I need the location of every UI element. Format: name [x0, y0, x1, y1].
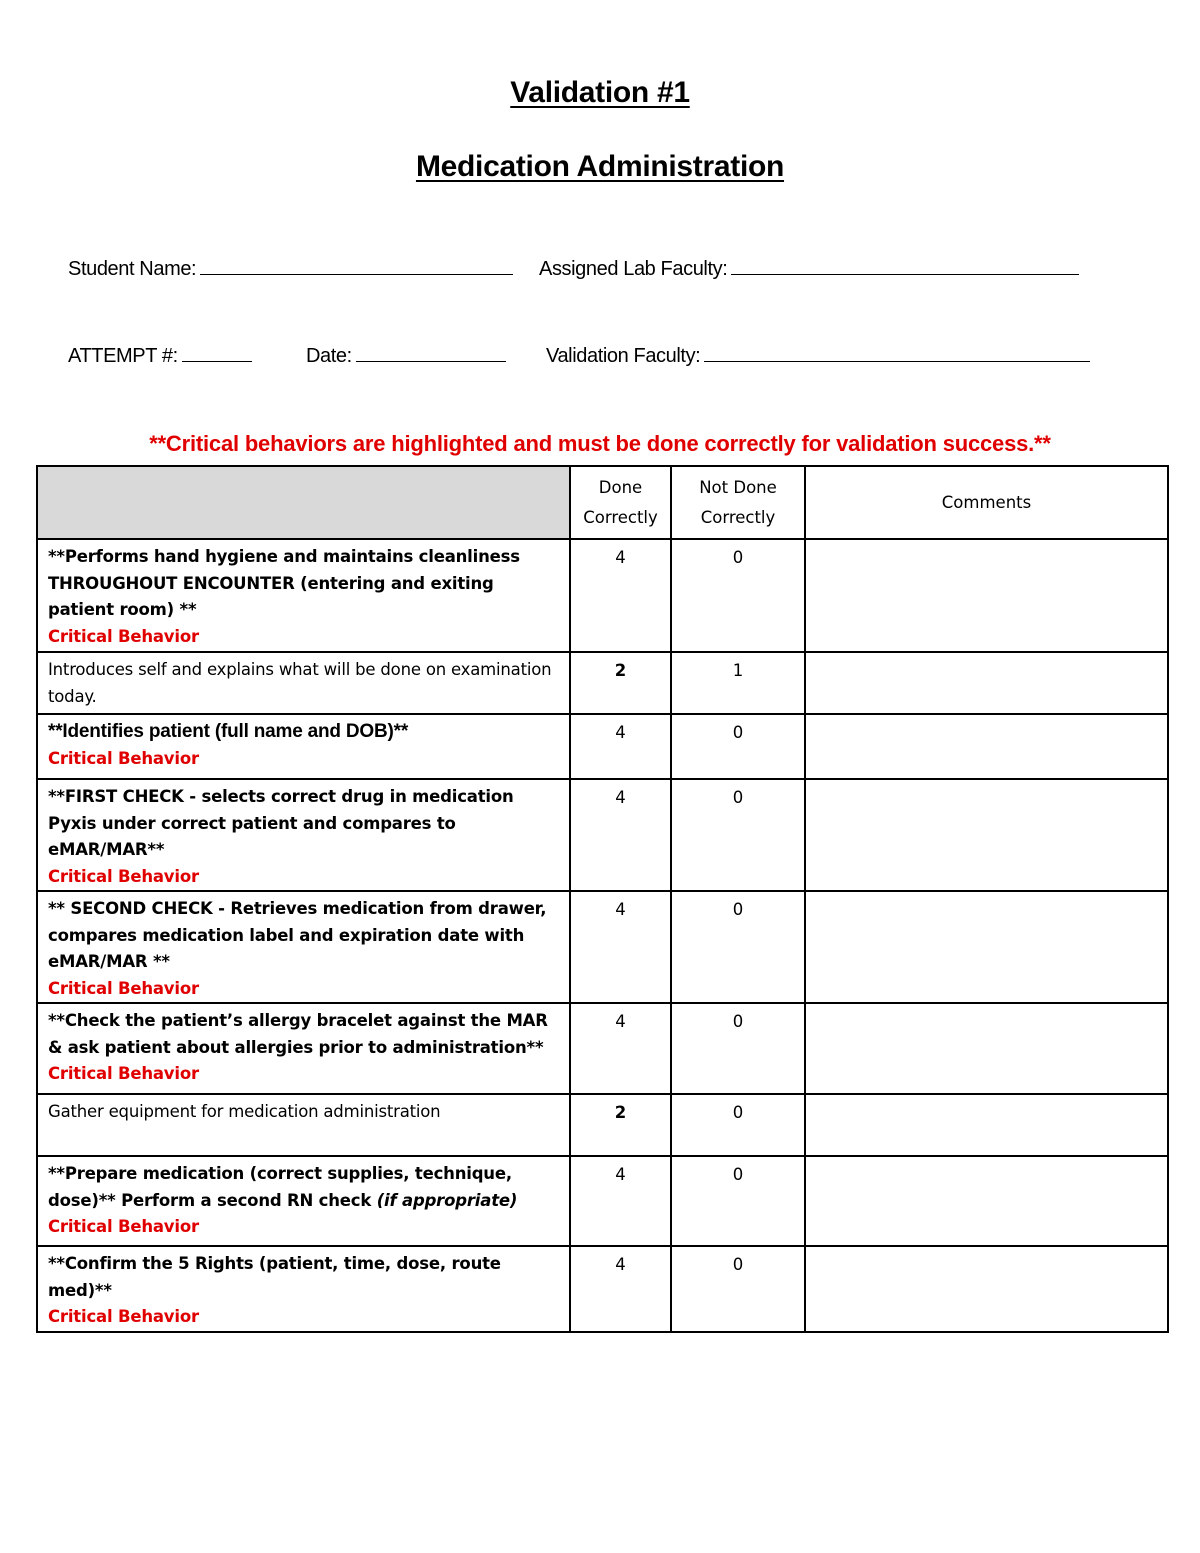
- student-name-input[interactable]: [200, 254, 513, 275]
- rubric-table: [36, 465, 1169, 1333]
- done-score: 4: [570, 1156, 671, 1246]
- done-score: 4: [570, 1246, 671, 1332]
- header-done-correctly: Done Correctly: [570, 466, 671, 539]
- task-cell: [37, 539, 570, 652]
- document-subtitle: Medication Administration: [415, 150, 785, 183]
- comments-cell[interactable]: [805, 779, 1168, 891]
- done-score: 2: [570, 1094, 671, 1156]
- date-label: Date:: [306, 345, 352, 367]
- date-field[interactable]: [306, 341, 506, 368]
- comments-cell[interactable]: [805, 891, 1168, 1003]
- table-row: [37, 539, 1168, 652]
- task-text: **FIRST CHECK - selects correct drug in medication Pyxis under correct patient and compares to eMAR/MAR**: [48, 787, 514, 859]
- date-input[interactable]: [356, 341, 506, 362]
- not-done-score: 0: [671, 539, 805, 652]
- critical-behavior-label: Critical Behavior: [48, 748, 199, 768]
- done-score: 4: [570, 539, 671, 652]
- not-done-score: 0: [671, 1156, 805, 1246]
- validation-faculty-field[interactable]: [546, 341, 1090, 368]
- task-cell: [37, 1094, 570, 1156]
- critical-behaviors-note: **Critical behaviors are highlighted and must be done correctly for validation success.**: [149, 431, 1051, 456]
- task-cell: [37, 1156, 570, 1246]
- done-score: 4: [570, 779, 671, 891]
- task-text: **Identifies patient (full name and DOB)**: [48, 721, 409, 742]
- document-title: Validation #1: [510, 76, 690, 109]
- critical-behavior-label: Critical Behavior: [48, 1217, 199, 1236]
- validation-faculty-label: Validation Faculty:: [546, 345, 701, 367]
- not-done-score: 1: [671, 652, 805, 714]
- table-header-row: [37, 466, 1168, 539]
- student-name-label: Student Name:: [68, 258, 197, 280]
- comments-cell[interactable]: [805, 1246, 1168, 1332]
- assigned-faculty-field[interactable]: [539, 254, 1079, 281]
- task-cell: [37, 714, 570, 779]
- task-text: **Check the patient’s allergy bracelet against the MAR & ask patient about allergies prior to administration**: [48, 1011, 548, 1057]
- task-italic-note: (if appropriate): [376, 1190, 518, 1210]
- table-row: [37, 1003, 1168, 1094]
- not-done-score: 0: [671, 779, 805, 891]
- comments-cell[interactable]: [805, 652, 1168, 714]
- task-text: **Performs hand hygiene and maintains cleanliness THROUGHOUT ENCOUNTER (entering and exiting patient room) **: [48, 547, 520, 619]
- validation-faculty-input[interactable]: [704, 341, 1090, 362]
- comments-cell[interactable]: [805, 1003, 1168, 1094]
- header-not-done-correctly: Not Done Correctly: [671, 466, 805, 539]
- attempt-input[interactable]: [182, 341, 252, 362]
- critical-behavior-label: Critical Behavior: [48, 1064, 199, 1083]
- not-done-score: 0: [671, 1094, 805, 1156]
- critical-behavior-label: Critical Behavior: [48, 866, 199, 886]
- critical-behavior-label: Critical Behavior: [48, 978, 199, 998]
- task-cell: [37, 1246, 570, 1332]
- assigned-faculty-input[interactable]: [731, 254, 1079, 275]
- table-row: [37, 891, 1168, 1003]
- table-row: [37, 1094, 1168, 1156]
- task-text: **Prepare medication (correct supplies, technique, dose)** Perform a second RN check: [48, 1164, 512, 1210]
- done-score: 4: [570, 891, 671, 1003]
- header-comments: Comments: [805, 466, 1168, 539]
- table-row: [37, 1156, 1168, 1246]
- critical-behavior-label: Critical Behavior: [48, 626, 199, 646]
- task-cell: [37, 652, 570, 714]
- task-cell: [37, 779, 570, 891]
- not-done-score: 0: [671, 891, 805, 1003]
- table-row: [37, 779, 1168, 891]
- done-score: 4: [570, 714, 671, 779]
- table-row: [37, 1246, 1168, 1332]
- not-done-score: 0: [671, 1246, 805, 1332]
- assigned-faculty-label: Assigned Lab Faculty:: [539, 258, 728, 280]
- attempt-field[interactable]: [68, 341, 252, 368]
- task-cell: [37, 1003, 570, 1094]
- task-text: **Confirm the 5 Rights (patient, time, dose, route med)**: [48, 1254, 501, 1300]
- table-row: [37, 652, 1168, 714]
- table-row: [37, 714, 1168, 779]
- not-done-score: 0: [671, 1003, 805, 1094]
- attempt-label: ATTEMPT #:: [68, 345, 178, 367]
- critical-behavior-label: Critical Behavior: [48, 1307, 199, 1326]
- done-score: 2: [570, 652, 671, 714]
- student-name-field[interactable]: [68, 254, 513, 281]
- comments-cell[interactable]: [805, 1156, 1168, 1246]
- comments-cell[interactable]: [805, 539, 1168, 652]
- task-cell: [37, 891, 570, 1003]
- comments-cell[interactable]: [805, 1094, 1168, 1156]
- task-text: Introduces self and explains what will be done on examination today.: [48, 660, 552, 706]
- done-score: 4: [570, 1003, 671, 1094]
- header-blank-cell: [37, 466, 570, 539]
- comments-cell[interactable]: [805, 714, 1168, 779]
- task-text: Gather equipment for medication administration: [48, 1102, 441, 1121]
- not-done-score: 0: [671, 714, 805, 779]
- task-text: ** SECOND CHECK - Retrieves medication from drawer, compares medication label and expiration date with eMAR/MAR **: [48, 899, 547, 971]
